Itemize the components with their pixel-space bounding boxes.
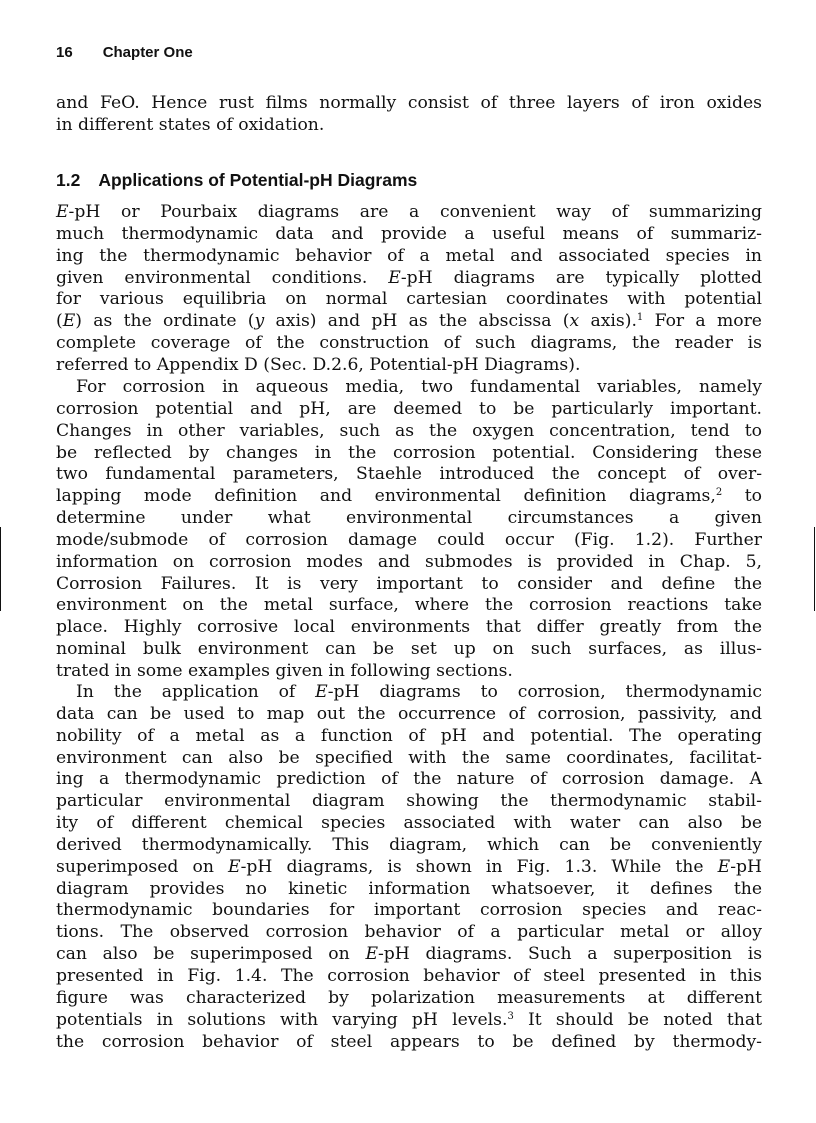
section-title: Applications of Potential-pH Diagrams — [98, 170, 418, 190]
symbol-e: E — [315, 682, 328, 702]
running-header — [56, 44, 193, 61]
text-line: For corrosion in aqueous media, two fundamental variables, namely — [76, 377, 762, 397]
symbol-e: E — [56, 202, 69, 222]
text-line: figure was characterized by polarization measurements at different — [56, 987, 762, 1008]
symbol-x: x — [569, 311, 580, 332]
text-line: superimposed on E-pH diagrams, is shown in Fig. 1.3. While the E-pH — [56, 856, 763, 877]
text-line: Changes in other variables, such as the oxygen concentration, tend to — [56, 420, 762, 441]
text-line: the corrosion behavior of steel appears to be defined by thermody- — [56, 1031, 762, 1052]
text-line: ing the thermodynamic behavior of a metal and associated species in — [56, 245, 762, 266]
text-line: information on corrosion modes and submodes is provided in Chap. 5, — [56, 551, 762, 572]
symbol-e: E — [717, 856, 731, 877]
symbol-e: E — [365, 944, 378, 965]
paragraph-3 — [56, 682, 762, 1053]
reference-marker: 2 — [715, 487, 723, 499]
text-line: be reflected by changes in the corrosion potential. Considering these — [56, 442, 762, 463]
text-line: much thermodynamic data and provide a useful means of summariz- — [56, 223, 762, 244]
text-line: and FeO. Hence rust films normally consist of three layers of iron oxides — [56, 93, 762, 113]
text-line: E-pH or Pourbaix diagrams are a convenient way of summarizing — [56, 202, 762, 222]
symbol-e: E — [228, 856, 241, 877]
text-line: data can be used to map out the occurrence of corrosion, passivity, and — [56, 703, 762, 724]
text-line: mode/submode of corrosion damage could occur (Fig. 1.2). Further — [56, 529, 762, 550]
text-line: environment on the metal surface, where the corrosion reactions take — [56, 595, 762, 616]
text-line: tions. The observed corrosion behavior of a particular metal or alloy — [56, 922, 762, 943]
text-line: particular environmental diagram showing the thermodynamic stabil- — [56, 791, 762, 812]
scan-edge-mark-left — [0, 527, 1, 611]
text-line: trated in some examples given in following sections. — [56, 660, 513, 681]
text-line: In the application of E-pH diagrams to corrosion, thermodynamic — [76, 682, 762, 702]
reference-marker: 1 — [636, 312, 644, 324]
text-line: presented in Fig. 1.4. The corrosion behavior of steel presented in this — [56, 965, 762, 986]
symbol-e: E — [388, 267, 401, 288]
paragraph-2 — [56, 377, 762, 683]
reference-marker: 3 — [507, 1010, 514, 1022]
page-number: 16 — [56, 44, 73, 61]
text-line: lapping mode definition and environmental definition diagrams,$^2$ to — [56, 486, 762, 507]
text-line: ing a thermodynamic prediction of the nature of corrosion damage. A — [56, 769, 762, 790]
section-heading — [56, 170, 417, 191]
intro-paragraph — [56, 93, 762, 137]
section-number: 1.2 — [56, 170, 81, 190]
text-line: Corrosion Failures. It is very important to consider and define the — [56, 573, 762, 594]
text-line: for various equilibria on normal cartesian coordinates with potential — [56, 289, 762, 310]
text-line: ity of different chemical species associated with water can also be — [56, 813, 762, 834]
text-line: given environmental conditions. E-pH diagrams are typically plotted — [56, 267, 762, 288]
symbol-e: E — [62, 311, 76, 332]
symbol-y: y — [254, 311, 265, 332]
text-line: diagram provides no kinetic information whatsoever, it defines the — [56, 878, 762, 899]
text-line: place. Highly corrosive local environments that differ greatly from the — [56, 617, 762, 638]
text-line: thermodynamic boundaries for important corrosion species and reac- — [56, 900, 762, 921]
text-line: complete coverage of the construction of such diagrams, the reader is — [56, 333, 762, 354]
text-line: potentials in solutions with varying pH levels.$^3$ It should be noted that — [56, 1009, 762, 1030]
text-line: derived thermodynamically. This diagram, which can be conveniently — [56, 834, 762, 855]
text-line: environment can also be specified with the same coordinates, facilitat- — [56, 747, 762, 768]
text-line: in different states of oxidation. — [56, 114, 325, 135]
chapter-title: Chapter One — [102, 44, 193, 61]
scan-edge-mark-right — [814, 527, 815, 611]
text-line: corrosion potential and pH, are deemed to be particularly important. — [56, 398, 762, 419]
text-line: referred to Appendix D (Sec. D.2.6, Potential-pH Diagrams). — [56, 354, 581, 375]
text-line: two fundamental parameters, Staehle introduced the concept of over- — [56, 464, 762, 485]
text-line: determine under what environmental circumstances a given — [56, 508, 762, 529]
text-line: can also be superimposed on E-pH diagrams. Such a superposition is — [56, 944, 763, 965]
text-line: nobility of a metal as a function of pH and potential. The operating — [56, 725, 762, 746]
text-line: nominal bulk environment can be set up on such surfaces, as illus- — [56, 639, 762, 660]
paragraph-1 — [56, 202, 762, 377]
text-line: (E) as the ordinate (y axis) and pH as the abscissa (x axis).$^1$ For a more — [56, 311, 762, 332]
